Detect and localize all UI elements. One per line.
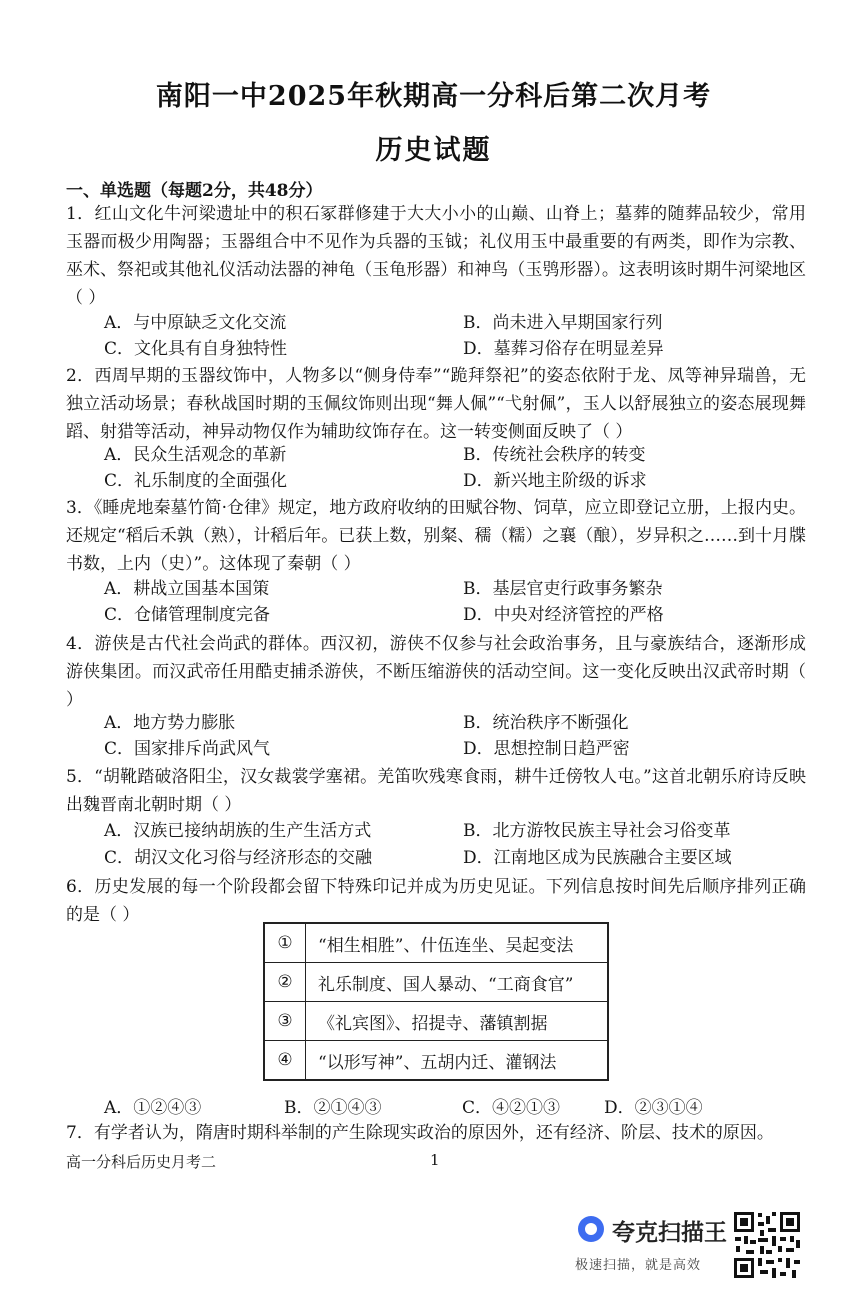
question-3-option-b: B．基层官吏行政事务繁杂 <box>463 579 663 599</box>
question-2-option-a: A．民众生活观念的革新 <box>104 445 287 465</box>
question-3-option-c: C．仓储管理制度完备 <box>104 605 271 625</box>
question-3-option-a: A．耕战立国基本国策 <box>104 579 270 599</box>
question-6-option-a: A．①②④③ <box>104 1098 202 1118</box>
table-row <box>264 1002 608 1041</box>
section-heading: 一、单选题（每题2分，共48分） <box>66 181 323 201</box>
exam-title: 南阳一中2025年秋期高一分科后第二次月考 <box>155 81 712 112</box>
scanner-tagline: 极速扫描，就是高效 <box>575 1258 702 1273</box>
question-4-option-a: A．地方势力膨胀 <box>104 713 236 733</box>
question-1-option-c: C．文化具有自身独特性 <box>104 339 288 359</box>
question-1-option-d: D．墓葬习俗存在明显差异 <box>463 339 664 359</box>
scanner-app-name: 夸克扫描王 <box>612 1220 727 1246</box>
question-6-stem: 6．历史发展的每一个阶段都会留下特殊印记并成为历史见证。下列信息按时间先后顺序排列正确的是（ ） <box>66 877 806 925</box>
question-7-stem: 7．有学者认为，隋唐时期科举制的产生除现实政治的原因外，还有经济、阶层、技术的原因。 <box>66 1123 774 1143</box>
question-5-option-a: A．汉族已接纳胡族的生产生活方式 <box>104 821 372 841</box>
scanner-logo-icon <box>578 1216 604 1242</box>
question-6-info-table <box>263 922 609 1081</box>
table-cell-number: ④ <box>264 1041 306 1081</box>
page-number: 1 <box>430 1151 440 1169</box>
question-5-stem: 5．“胡靴踏破洛阳尘，汉女裁裳学塞裙。羌笛吹残寒食雨，耕牛迁傍牧人屯。”这首北朝乐府诗反映出魏晋南北朝时期（ ） <box>66 767 806 815</box>
question-1-option-a: A．与中原缺乏文化交流 <box>104 313 287 333</box>
question-1-option-b: B．尚未进入早期国家行列 <box>463 313 663 333</box>
question-4-option-d: D．思想控制日趋严密 <box>463 739 630 759</box>
question-2-stem: 2．西周早期的玉器纹饰中，人物多以“侧身侍奉”“跪拜祭祀”的姿态依附于龙、凤等神异瑞兽，无独立活动场景；春秋战国时期的玉佩纹饰则出现“舞人佩”“弋射佩”，玉人以舒展独立的姿态展现舞蹈、射猎等活动，神异动物仅作为辅助纹饰存在。这一转变侧面反映了（ ） <box>66 366 806 442</box>
table-row <box>264 1041 608 1081</box>
question-6-option-b: B．②①④③ <box>284 1098 382 1118</box>
question-3-stem: 3．《睡虎地秦墓竹简·仓律》规定，地方政府收纳的田赋谷物、饲草，应立即登记立册，上报内史。还规定“稻后禾孰（熟），计稻后年。已获上数，别粲、穤（糯）之襄（酿），岁异积之……到十月牒书数，上内（史）”。这体现了秦朝（ ） <box>66 498 806 574</box>
table-cell-text: “相生相胜”、什伍连坐、吴起变法 <box>306 923 609 963</box>
table-cell-number: ③ <box>264 1002 306 1041</box>
question-4-stem: 4．游侠是古代社会尚武的群体。西汉初，游侠不仅参与社会政治事务，且与豪族结合，逐渐形成游侠集团。而汉武帝任用酷吏捕杀游侠，不断压缩游侠的活动空间。这一变化反映出汉武帝时期（ ） <box>66 634 806 710</box>
footer-exam-name: 高一分科后历史月考二 <box>66 1153 217 1171</box>
question-5-option-b: B．北方游牧民族主导社会习俗变革 <box>463 821 731 841</box>
question-6-option-c: C．④②①③ <box>462 1098 561 1118</box>
question-6-option-d: D．②③①④ <box>604 1098 703 1118</box>
question-5-option-d: D．江南地区成为民族融合主要区域 <box>463 848 732 868</box>
table-cell-number: ② <box>264 963 306 1002</box>
table-row <box>264 923 608 963</box>
question-3-option-d: D．中央对经济管控的严格 <box>463 605 664 625</box>
table-cell-number: ① <box>264 923 306 963</box>
table-cell-text: 《礼宾图》、招提寺、藩镇割据 <box>306 1002 609 1041</box>
question-2-option-c: C．礼乐制度的全面强化 <box>104 471 288 491</box>
question-2-option-d: D．新兴地主阶级的诉求 <box>463 471 647 491</box>
qr-code-icon <box>732 1210 802 1280</box>
question-4-option-b: B．统治秩序不断强化 <box>463 713 629 733</box>
question-2-option-b: B．传统社会秩序的转变 <box>463 445 646 465</box>
question-4-option-c: C．国家排斥尚武风气 <box>104 739 271 759</box>
table-cell-text: “以形写神”、五胡内迁、灌钢法 <box>306 1041 609 1081</box>
question-1-stem: 1．红山文化牛河梁遗址中的积石冢群修建于大大小小的山巅、山脊上；墓葬的随葬品较少，常用玉器而极少用陶器；玉器组合中不见作为兵器的玉钺；礼仪用玉中最重要的有两类，即作为宗教、巫术、祭祀或其他礼仪活动法器的神龟（玉龟形器）和神鸟（玉鸮形器）。这表明该时期牛河梁地区（ ） <box>66 204 806 308</box>
exam-subtitle: 历史试题 <box>375 135 492 166</box>
table-cell-text: 礼乐制度、国人暴动、“工商食官” <box>306 963 609 1002</box>
question-5-option-c: C．胡汉文化习俗与经济形态的交融 <box>104 848 373 868</box>
table-row <box>264 963 608 1002</box>
